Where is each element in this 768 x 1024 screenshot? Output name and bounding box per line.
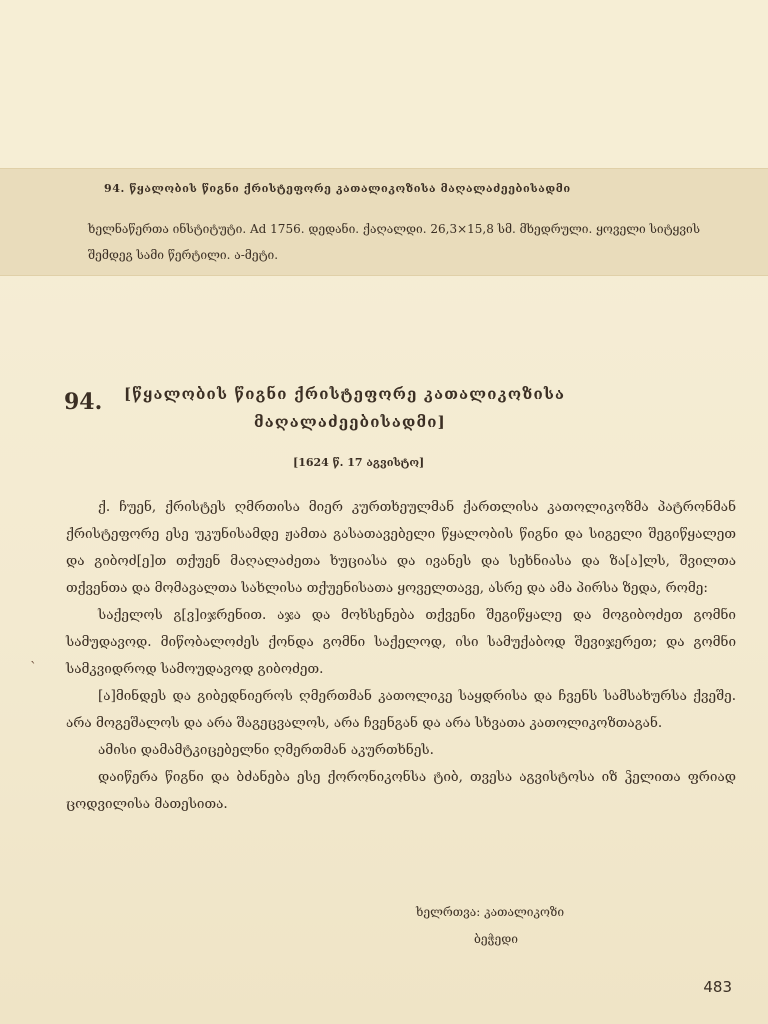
page-number: 483: [703, 978, 732, 996]
document-title-line2: მაღალაძეებისადმი]: [254, 413, 446, 431]
margin-mark: `: [30, 660, 37, 676]
signature-label: ხელრთვა: კათალიკოზი: [416, 905, 565, 919]
document-number: 94.: [64, 389, 103, 415]
document-date: [1624 წ. 17 აგვისტო]: [293, 456, 425, 469]
paragraph: დაიწერა წიგნი და ბძანება ესე ქორონიკონსა ტიბ, თვესა აგვისტოსა იზ ჴელითა ფრიად ცოდვილისა მათესითა.: [66, 769, 736, 812]
facsimile-description: ხელნაწერთა ინსტიტუტი. Ad 1756. დედანი. ქაღალდი. 26,3×15,8 სმ. მხედრული. ყოველი სიტყვის შემდეგ სამი წერტილი. ა-მეტი.: [88, 222, 701, 262]
paragraph: საქელოს გ[ვ]იჯრენით. აჯა და მოხსენება თქვენი შეგიწყალე და მოგიბოძეთ გომნი სამუდავოდ. მიწობალოძეს ქონდა გომნი საქელოდ, ისი სამუქაბოდ შევიჯერეთ; და გომნი სამკვიდროდ სამოუდავოდ გიბოძეთ.: [66, 607, 736, 677]
paragraph: ამისი დამამტკიცებელნი ღმერთმან აკურთხნეს.: [98, 742, 434, 758]
blank-top-area: [0, 0, 768, 168]
paragraph: [ა]მინდეს და გიბედნიეროს ღმერთმან კათოლიკე საყდრისა და ჩვენს სამსახურსა ქვეშე. არა მოგეშალოს და არა შაგეცვალოს, არა ჩვენგან და არა სხვათა კათოლიკოზთაგან.: [66, 688, 736, 731]
seal-label: ბეჭედი: [474, 932, 518, 946]
document-body: [66, 494, 736, 818]
paragraph: ქ. ჩუენ, ქრისტეს ღმრთისა მიერ კურთხეულმან ქართლისა კათოლიკოზმა პატრონმან ქრისტეფორე ესე უკუნისამდე ჟამთა გასათავებელი წყალობის წიგნი და სიგელი შეგიწყალეთ და გიბოძ[ე]თ თქუენ მაღალაძეთა ხუციასა და ივანეს და სეხნიასა და ზა[ა]ლს, შვილთა თქვენთა და მომავალთა სახლისა თქუენისათა ყოველთავე, ასრე და ამა პირსა ზედა, რომე:: [66, 499, 736, 596]
document-title-line1: [წყალობის წიგნი ქრისტეფორე კათალიკოზისა: [124, 385, 566, 403]
facsimile-title: 94. წყალობის წიგნი ქრისტეფორე კათალიკოზისა მაღალაძეებისადმი: [104, 182, 571, 195]
